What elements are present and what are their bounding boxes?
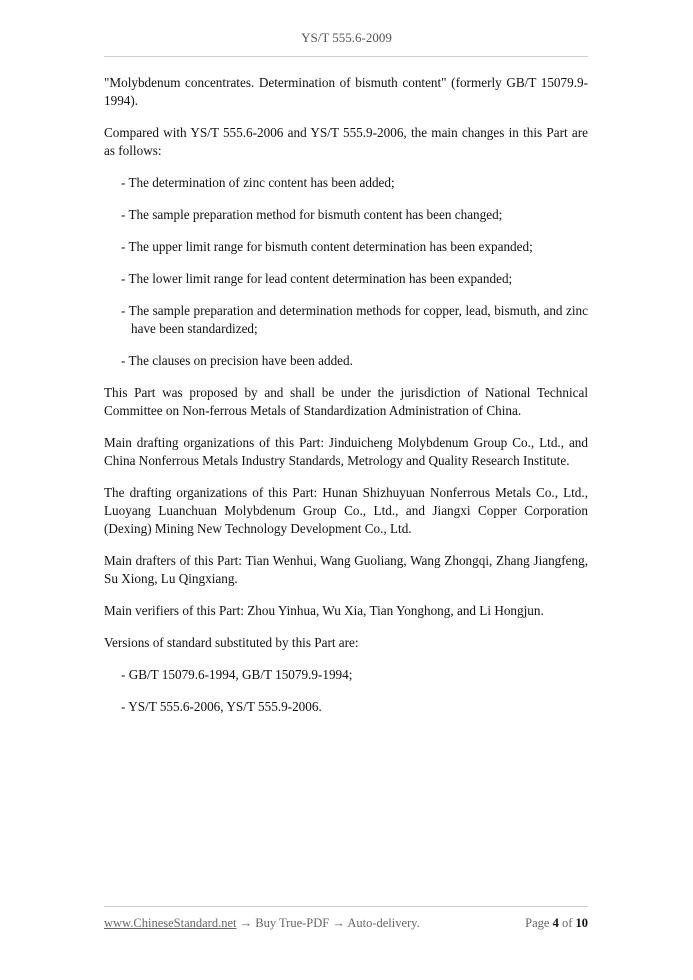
auto-delivery-text: Auto-delivery. — [347, 916, 420, 930]
buy-true-pdf-link[interactable]: Buy True-PDF — [255, 916, 330, 930]
paragraph-main-verifiers: Main verifiers of this Part: Zhou Yinhua, Wu Xia, Tian Yonghong, and Li Hongjun. — [104, 603, 544, 618]
paragraph-formerly-note: "Molybdenum concentrates. Determination of bismuth content" (formerly GB/T 15079.9-1994). — [104, 75, 588, 108]
change-item: - The clauses on precision have been added. — [121, 353, 353, 368]
change-item: - The sample preparation and determination methods for copper, lead, bismuth, and zinc have been standardized; — [121, 303, 588, 336]
site-link[interactable]: www.ChineseStandard.net — [104, 916, 237, 930]
paragraph-main-drafters: Main drafters of this Part: Tian Wenhui, Wang Guoliang, Wang Zhongqi, Zhang Jiangfeng, Su Xiong, Lu Qingxiang. — [104, 553, 588, 586]
page-label: Page — [525, 916, 550, 930]
paragraph-main-drafting-orgs: Main drafting organizations of this Part: Jinduicheng Molybdenum Group Co., Ltd., and China Nonferrous Metals Industry Standards, Metrology and Quality Research Institute. — [104, 435, 588, 468]
change-item: - The upper limit range for bismuth content determination has been expanded; — [121, 239, 533, 254]
document-body — [104, 74, 588, 730]
running-header: YS/T 555.6-2009 — [301, 30, 392, 45]
of-label: of — [561, 916, 573, 930]
page-number — [525, 916, 588, 931]
paragraph-main-changes-intro: Compared with YS/T 555.6-2006 and YS/T 555.9-2006, the main changes in this Part are as follows: — [104, 125, 588, 158]
paragraph-drafting-orgs: The drafting organizations of this Part: Hunan Shizhuyuan Nonferrous Metals Co., Ltd., Luoyang Luanchuan Molybdenum Group Co., Ltd., and Jiangxi Copper Corporation (Dexing) Mining New Technology Development Co., Ltd. — [104, 485, 588, 536]
header-divider — [104, 56, 588, 57]
paragraph-proposed-by: This Part was proposed by and shall be under the jurisdiction of National Technical Committee on Non-ferrous Metals of Standardization Administration of China. — [104, 385, 588, 418]
paragraph-substituted-intro: Versions of standard substituted by this Part are: — [104, 635, 359, 650]
change-item: - The sample preparation method for bismuth content has been changed; — [121, 207, 503, 222]
page-current: 4 — [552, 916, 559, 930]
page-total: 10 — [575, 916, 588, 930]
arrow-right-icon: → — [332, 916, 345, 930]
change-item: - The lower limit range for lead content determination has been expanded; — [121, 271, 513, 286]
change-item: - The determination of zinc content has been added; — [121, 175, 395, 190]
footer-divider — [104, 906, 588, 907]
footer-promo — [104, 916, 420, 931]
substituted-item: - YS/T 555.6-2006, YS/T 555.9-2006. — [121, 699, 322, 714]
substituted-item: - GB/T 15079.6-1994, GB/T 15079.9-1994; — [121, 667, 353, 682]
arrow-right-icon: → — [239, 916, 253, 930]
